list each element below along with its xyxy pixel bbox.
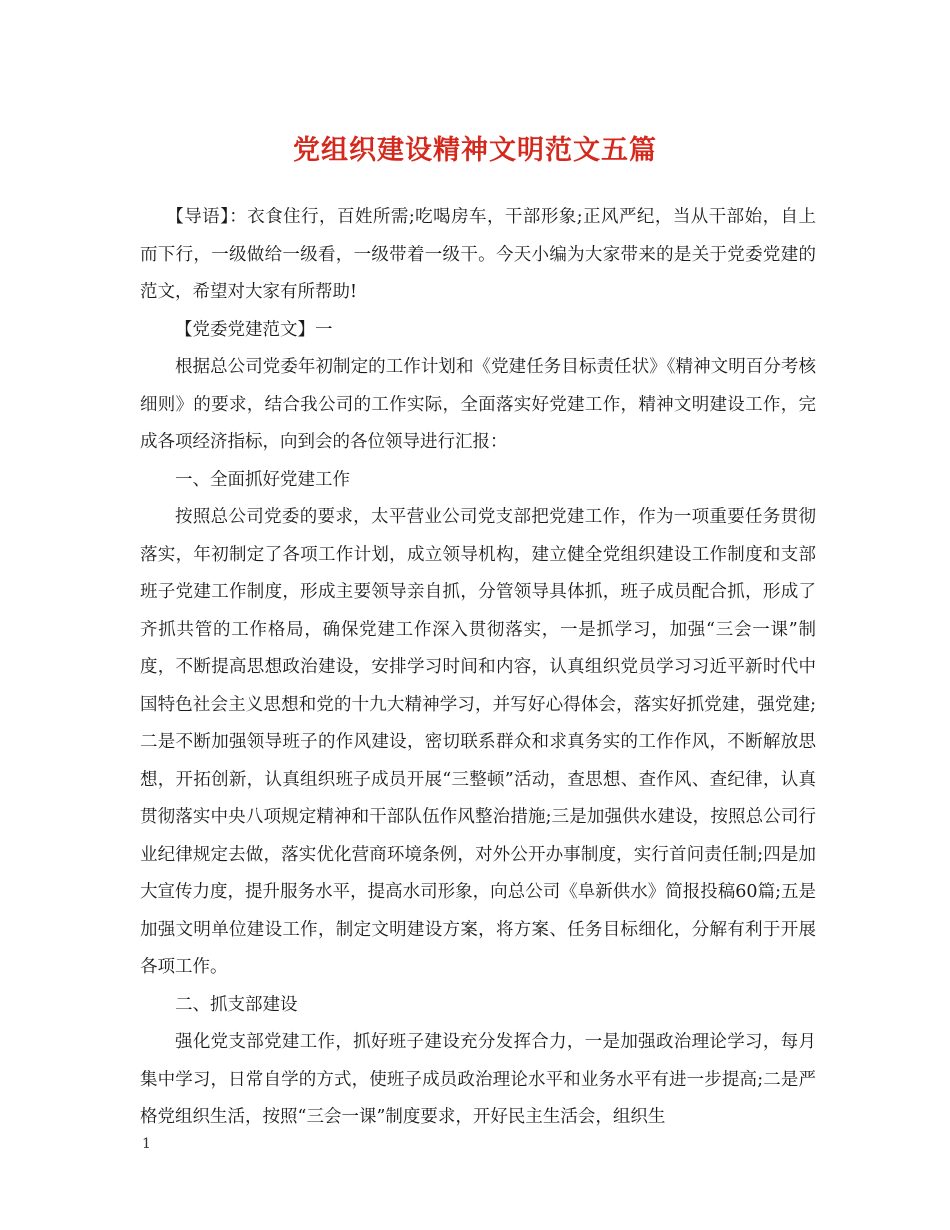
page-number: 1	[142, 1136, 151, 1152]
document-body	[140, 199, 816, 1137]
subsection-heading: 二、抓支部建设	[175, 994, 298, 1015]
body-paragraph: 按照总公司党委的要求，太平营业公司党支部把党建工作，作为一项重要任务贯彻落实，年初制定了各项工作计划，成立领导机构，建立健全党组织建设工作制度和支部班子党建工作制度，形成主要领导亲自抓，分管领导具体抓，班子成员配合抓，形成了齐抓共管的工作格局，确保党建工作深入贯彻落实，一是抓学习，加强“三会一课”制度，不断提高思想政治建设，安排学习时间和内容，认真组织党员学习习近平新时代中国特色社会主义思想和党的十九大精神学习，并写好心得体会，落实好抓党建，强党建;二是不断加强领导班子的作风建设，密切联系群众和求真务实的工作作风，不断解放思想，开拓创新，认真组织班子成员开展“三整顿”活动，查思想、查作风、查纪律，认真贯彻落实中央八项规定精神和干部队伍作风整治措施;三是加强供水建设，按照总公司行业纪律规定去做，落实优化营商环境条例，对外公开办事制度，实行首问责任制;四是加大宣传力度，提升服务水平，提高水司形象，向总公司《阜新供水》简报投稿60篇;五是加强文明单位建设工作，制定文明建设方案，将方案、任务目标细化，分解有利于开展各项工作。	[140, 507, 816, 977]
body-paragraph: 强化党支部党建工作，抓好班子建设充分发挥合力，一是加强政治理论学习，每月集中学习，日常自学的方式，使班子成员政治理论水平和业务水平有进一步提高;二是严格党组织生活，按照“三会一课”制度要求，开好民主生活会，组织生	[140, 1032, 816, 1127]
subsection-heading: 一、全面抓好党建工作	[175, 469, 350, 490]
document-title: 党组织建设精神文明范文五篇	[293, 135, 657, 166]
section-heading: 【党委党建范文】一	[175, 319, 333, 340]
intro-paragraph: 【导语】：衣食住行，百姓所需;吃喝房车，干部形象;正风严纪，当从干部始，自上而下行，一级做给一级看，一级带着一级干。今天小编为大家带来的是关于党委党建的范文，希望对大家有所帮助!	[140, 207, 816, 302]
body-paragraph: 根据总公司党委年初制定的工作计划和《党建任务目标责任状》《精神文明百分考核细则》的要求，结合我公司的工作实际，全面落实好党建工作，精神文明建设工作，完成各项经济指标，向到会的各位领导进行汇报：	[140, 357, 816, 452]
